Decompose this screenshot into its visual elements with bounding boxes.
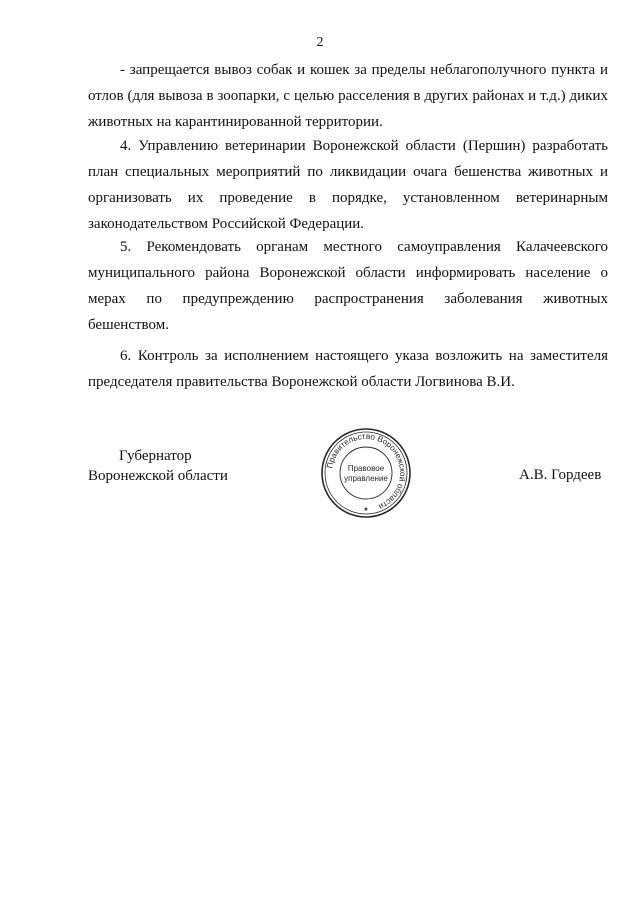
official-stamp: [320, 427, 412, 519]
signatory-title-line1: Губернатор: [119, 448, 192, 464]
signatory-name: А.В. Гордеев: [519, 467, 602, 483]
paragraph-1-text: - запрещается вывоз собак и кошек за пределы неблагополучного пункта и отлов (для вывоза в зоопарки, с целью расселения в других районах и т.д.) диких животных на карантинированной территории.: [88, 62, 608, 130]
paragraph-1: [88, 57, 608, 135]
paragraph-4: [88, 343, 608, 395]
stamp-inner-line2: управление: [344, 474, 388, 483]
stamp-star-icon: ★: [363, 506, 369, 513]
signatory-title-line2: Воронежской области: [88, 468, 228, 484]
paragraph-2-text: 4. Управлению ветеринарии Воронежской области (Першин) разработать план специальных мероприятий по ликвидации очага бешенства животных и организовать их проведение в порядке, установленном ветеринарным законодательством Российской Федерации.: [88, 138, 608, 232]
stamp-outer-text: Правительство Воронежской области: [325, 431, 408, 512]
signatory-title: [88, 446, 228, 486]
page-number: 2: [316, 35, 324, 50]
stamp-inner-line1: Правовое: [347, 464, 385, 473]
paragraph-3: [88, 234, 608, 338]
paragraph-3-text: 5. Рекомендовать органам местного самоуправления Калачеевского муниципального района Воронежской области информировать население о мерах по предупреждению распространения заболевания животных бешенством.: [88, 239, 608, 333]
paragraph-2: [88, 133, 608, 237]
paragraph-4-text: 6. Контроль за исполнением настоящего указа возложить на заместителя председателя правительства Воронежской области Логвинова В.И.: [88, 348, 608, 390]
